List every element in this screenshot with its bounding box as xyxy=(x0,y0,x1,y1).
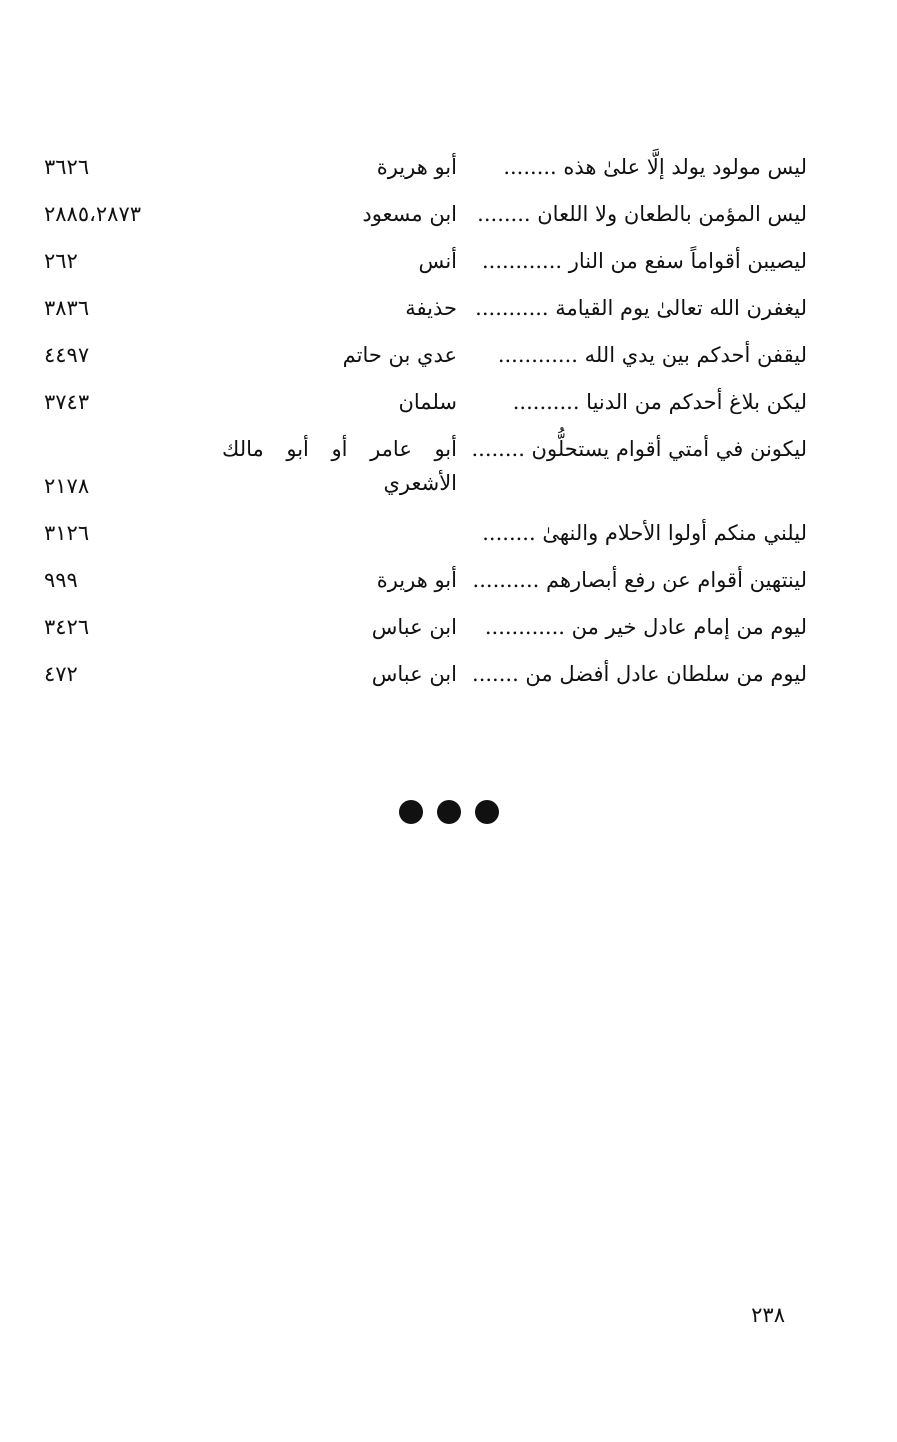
narrator-name: أبو هريرة xyxy=(376,568,457,592)
narrator-name: عدي بن حاتم xyxy=(342,343,457,367)
hadith-number: ٣٤٢٦ xyxy=(44,615,90,639)
hadith-text: ليس المؤمن بالطعان ولا اللعان ........ xyxy=(477,202,807,226)
hadith-number: ٩٩٩ xyxy=(44,568,78,592)
page-number: ٢٣٨ xyxy=(751,1303,785,1327)
hadith-number: ٣٦٢٦ xyxy=(44,155,90,179)
divider-dot xyxy=(475,800,499,824)
hadith-number: ٤٤٩٧ xyxy=(44,343,90,367)
hadith-number: ٣١٢٦ xyxy=(44,521,90,545)
hadith-text: لينتهين أقوام عن رفع أبصارهم .......... xyxy=(472,568,807,592)
hadith-text: ليوم من سلطان عادل أفضل من ....... xyxy=(472,662,807,686)
hadith-text: ليلني منكم أولوا الأحلام والنهىٰ ........ xyxy=(482,521,807,545)
index-row xyxy=(0,281,897,328)
hadith-text: ليكن بلاغ أحدكم من الدنيا .......... xyxy=(512,390,807,414)
narrator-name: ابن عباس xyxy=(371,615,457,639)
divider-dot xyxy=(399,800,423,824)
hadith-number: ٣٧٤٣ xyxy=(44,390,90,414)
index-row xyxy=(0,647,897,694)
section-divider xyxy=(0,800,897,824)
narrator-name: حذيفة xyxy=(405,296,457,320)
narrator-name: ابن عباس xyxy=(371,662,457,686)
hadith-text: ليس مولود يولد إلَّا علىٰ هذه ........ xyxy=(503,155,807,179)
narrator-name: ابن مسعود xyxy=(362,202,457,226)
narrator-name: أبو هريرة xyxy=(376,155,457,179)
index-row xyxy=(0,234,897,281)
hadith-index-table xyxy=(0,140,897,694)
hadith-number: ٢١٧٨ xyxy=(44,474,90,498)
index-row xyxy=(0,553,897,600)
hadith-number: ٢٦٢ xyxy=(44,249,78,273)
index-row xyxy=(0,328,897,375)
narrator-name: سلمان xyxy=(398,390,457,414)
index-row xyxy=(0,140,897,187)
index-row xyxy=(0,422,897,506)
hadith-text: ليغفرن الله تعالىٰ يوم القيامة ........... xyxy=(475,296,807,320)
narrator-name: أنس xyxy=(418,249,457,273)
hadith-text: ليصيبن أقواماً سفع من النار ............ xyxy=(481,249,807,273)
hadith-number: ٢٨٨٥،٢٨٧٣ xyxy=(44,202,142,226)
index-row xyxy=(0,375,897,422)
hadith-number: ٣٨٣٦ xyxy=(44,296,90,320)
hadith-text: ليقفن أحدكم بين يدي الله ............ xyxy=(497,343,807,367)
hadith-number: ٤٧٢ xyxy=(44,662,78,686)
hadith-text: ليوم من إمام عادل خير من ............ xyxy=(484,615,807,639)
index-row xyxy=(0,600,897,647)
hadith-text: ليكونن في أمتي أقوام يستحلُّون ........ xyxy=(471,437,807,461)
narrator-name: أبو عامر أو أبو مالك الأشعري xyxy=(222,437,457,495)
divider-dot xyxy=(437,800,461,824)
index-row xyxy=(0,187,897,234)
index-row xyxy=(0,506,897,553)
